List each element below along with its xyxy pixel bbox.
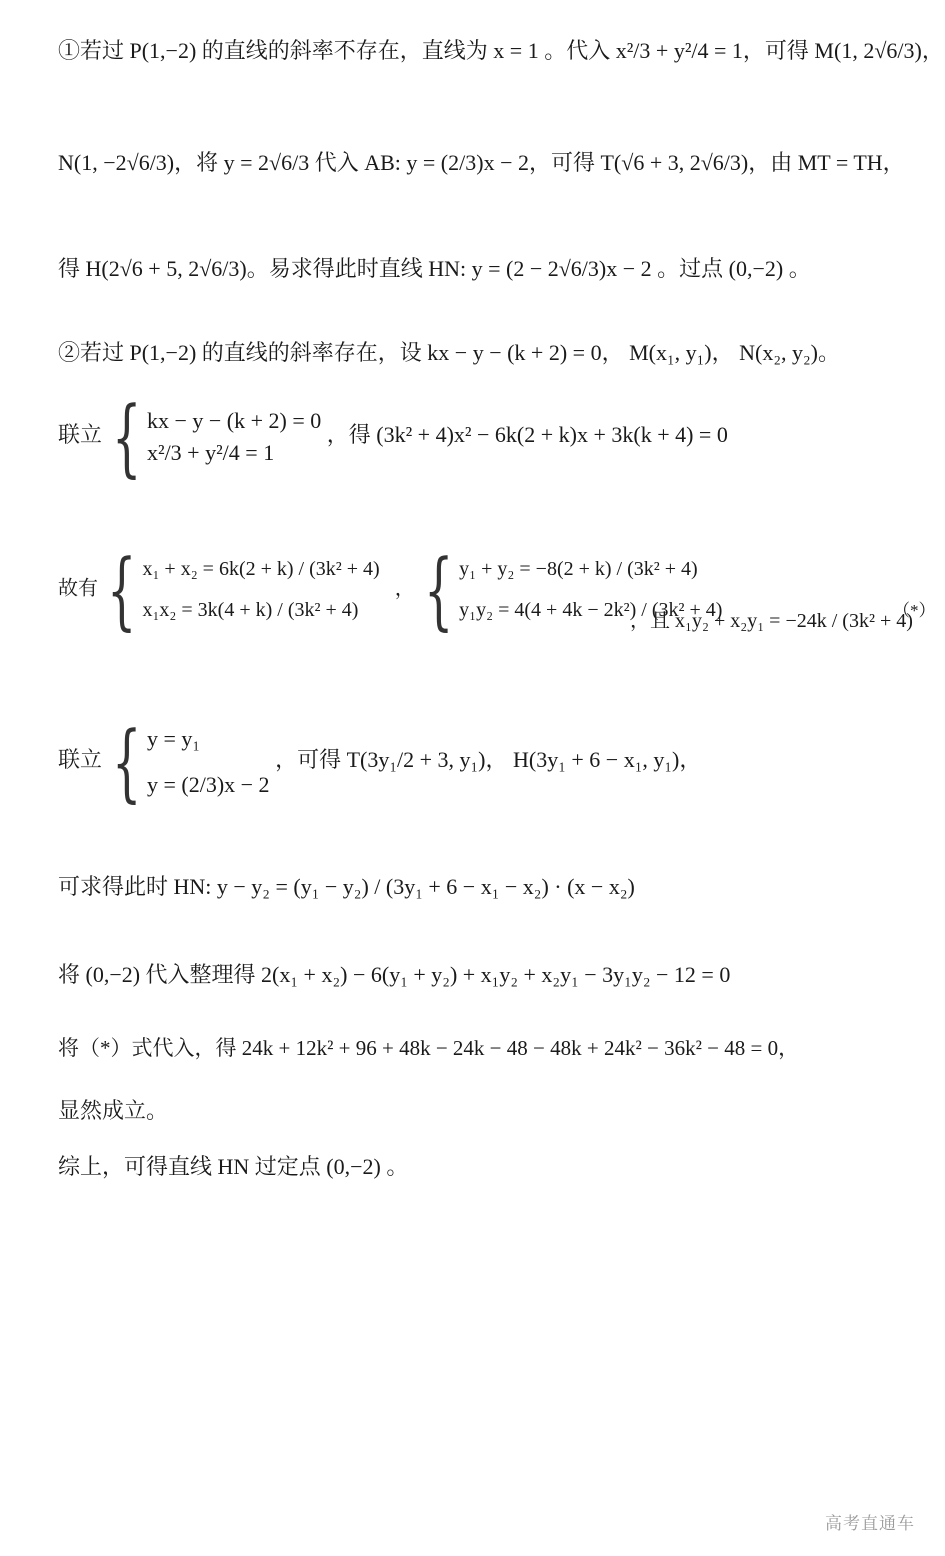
system-2-cross-term: ，且 x₁y₂ + x₂y₁ = −24k / (3k² + 4) [630,610,913,632]
substitution-line: 将 (0,−2) 代入整理得 2(x₁ + x₂) − 6(y₁ + y₂) + x₁y₂ + x₂y₁ − 3y₁y₂ − 12 = 0 [58,962,731,987]
system-3-label: 联立 [58,747,103,773]
system-2-label: 故有 [58,577,98,600]
system-3-eq2: y = (2/3)x − 2 [146,772,270,797]
conclusion-line: 综上，可得直线 HN 过定点 (0,−2) 。 [58,1154,409,1179]
system-2-cross [630,604,937,633]
system-2-y-sum: y₁ + y₂ = −8(2 + k) / (3k² + 4) [459,558,698,580]
star-substitution-line: 将（*）式代入，得 24k + 12k² + 96 + 48k − 24k − 48 − 48k + 24k² − 36k² − 48 = 0， [58,1036,800,1060]
hn-equation-line: 可求得此时 HN: y − y₂ = (y₁ − y₂) / (3y₁ + 6 − x₁ − x₂) · (x − x₂) [58,874,635,899]
system-1-result: ，得 (3k² + 4)x² − 6k(2 + k)x + 3k(k + 4) = 0 [326,422,728,448]
left-brace-icon: { [423,541,454,639]
watermark: 高考直通车 [825,1514,915,1533]
system-1 [58,388,937,486]
case1-line-c: 得 H(2√6 + 5, 2√6/3)。易求得此时直线 HN: y = (2 − 2√6/3)x − 2 。过点 (0,−2) 。 [58,256,811,281]
system-2-y-product: y₁y₂ = 4(4 + 4k − 2k²) / (3k² + 4) [459,599,723,621]
system-2: 故有 { x₁ + x₂ = 6k(2 + k) / (3k² + 4) x₁x₂ = 3k(4 + k) / (3k² + 4) ， { y₁ + y₂ = −8(2 + k) / (3k² + 4) y₁y₂ = 4(4 + 4k − 2k²) / (3k² + 4) [58,541,723,639]
left-brace-icon: { [111,388,141,486]
system-1-eq1: kx − y − (k + 2) = 0 [146,408,322,433]
left-brace-icon: { [107,541,137,639]
left-brace-icon: { [111,713,141,811]
system-1-label: 联立 [58,422,103,448]
case1-line-b: N(1, −2√6/3)，将 y = 2√6/3 代入 AB: y = (2/3)x − 2，可得 T(√6 + 3, 2√6/3)，由 MT = TH， [58,150,905,175]
system-2-x-sum: x₁ + x₂ = 6k(2 + k) / (3k² + 4) [142,558,380,580]
system-3 [58,713,937,811]
case2-line-a: ②若过 P(1,−2) 的直线的斜率存在，设 kx − y − (k + 2) = 0， M(x₁, y₁)， N(x₂, y₂)。 [58,340,841,365]
obvious-line: 显然成立。 [58,1098,169,1123]
system-3-result: ，可得 T(3y₁/2 + 3, y₁)， H(3y₁ + 6 − x₁, y₁)， [275,747,702,773]
system-1-eq2: x²/3 + y²/4 = 1 [146,440,275,465]
star-tag: （*） [893,601,936,620]
case1-line-a: ①若过 P(1,−2) 的直线的斜率不存在，直线为 x = 1 。代入 x²/3 + y²/4 = 1，可得 M(1, 2√6/3)， [58,38,944,63]
system-3-eq1: y = y₁ [146,726,201,751]
system-2-x-product: x₁x₂ = 3k(4 + k) / (3k² + 4) [142,599,359,621]
